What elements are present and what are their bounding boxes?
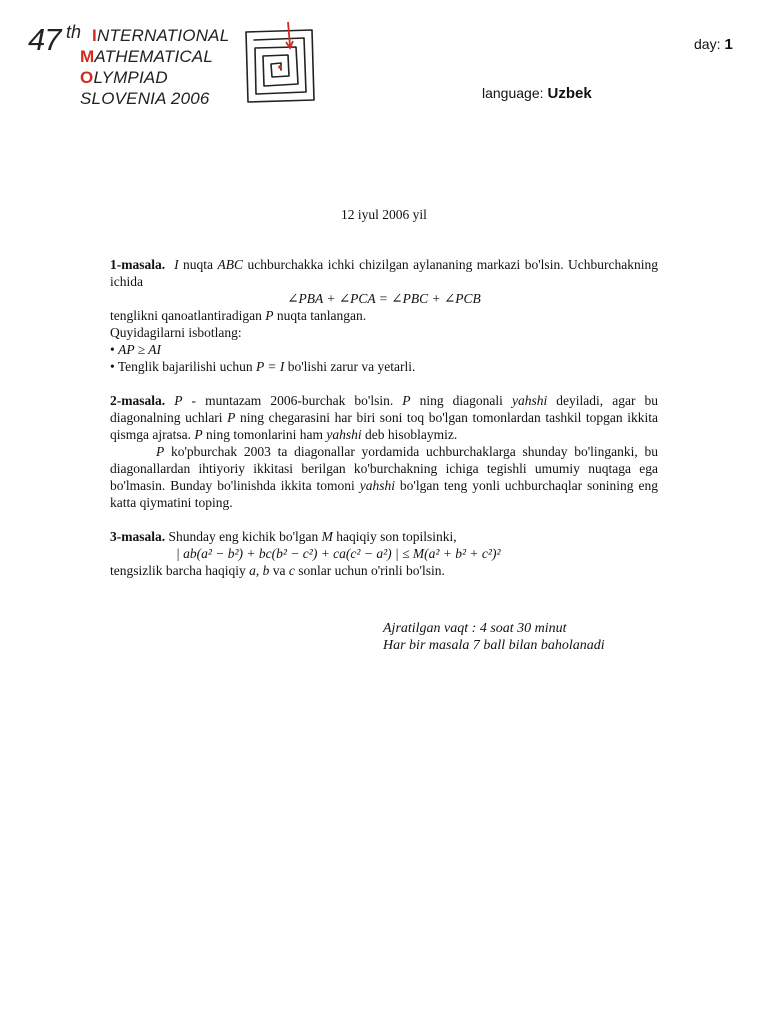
text-fragment: deb hisoblaymiz. bbox=[361, 427, 458, 442]
logo-number: 47 bbox=[28, 22, 61, 57]
equation-p-i: P = I bbox=[256, 359, 285, 374]
text-fragment: sonlar uchun o'rinli bo'lsin. bbox=[294, 563, 445, 578]
problem-2-statement bbox=[110, 392, 658, 443]
text-fragment: Shunday eng kichik bo'lgan bbox=[165, 529, 322, 544]
term-yahshi: yahshi bbox=[326, 427, 362, 442]
time-value: : 4 soat 30 minut bbox=[468, 621, 567, 636]
language-indicator bbox=[482, 85, 592, 103]
logo-initial-o: O bbox=[80, 68, 94, 87]
spacer bbox=[110, 375, 658, 392]
text-fragment: ning diagonali bbox=[410, 393, 512, 408]
var-p: P bbox=[156, 444, 165, 459]
problem-2-question bbox=[110, 443, 658, 511]
logo-initial-i: I bbox=[92, 26, 97, 45]
problem-3-inequality bbox=[110, 545, 658, 562]
var-m: M bbox=[321, 529, 333, 544]
problem-1-bullet-2 bbox=[110, 358, 658, 375]
text-fragment: uchburchakka ichki chizilgan aylananing markazi bo'lsin. Uchburchakning ichida bbox=[110, 257, 659, 289]
problem-3-title: 3-masala. bbox=[110, 529, 166, 544]
text-fragment: va bbox=[269, 563, 289, 578]
text-fragment: bo'lgan teng yonli uchburchaqlar sonining eng katta qiymatini toping. bbox=[110, 478, 658, 510]
var-p: P bbox=[194, 427, 203, 442]
logo-line-international bbox=[92, 26, 229, 46]
logo-text-international: NTERNATIONAL bbox=[96, 26, 230, 45]
text-fragment: Tenglik bajarilishi uchun bbox=[117, 359, 257, 374]
text-fragment: nuqta tanlangan. bbox=[273, 308, 367, 323]
problem-2-title: 2-masala. bbox=[110, 393, 166, 408]
logo-initial-m: M bbox=[80, 47, 95, 66]
text-fragment: bo'lishi zarur va yetarli. bbox=[284, 359, 416, 374]
text-fragment: nuqta bbox=[178, 257, 218, 272]
day-label: day: bbox=[694, 36, 721, 52]
var-p: P bbox=[265, 308, 274, 323]
logo-line-olympiad bbox=[80, 68, 168, 88]
language-value: Uzbek bbox=[547, 85, 592, 102]
text-fragment: - muntazam 2006-burchak bo'lsin. bbox=[182, 393, 403, 408]
logo-line-slovenia: SLOVENIA 2006 bbox=[80, 89, 210, 108]
inequality-ap-ai: AP ≥ AI bbox=[118, 342, 162, 357]
day-value: 1 bbox=[724, 36, 733, 53]
problem-1-prove: Quyidagilarni isbotlang: bbox=[110, 325, 242, 340]
text-fragment: ning chegarasini har biri soni toq bo'lgan tomonlardan tashkil topgan ikkita qismga ajratsa. bbox=[110, 410, 658, 442]
var-a: a bbox=[249, 563, 256, 578]
text-fragment: deyiladi, agar bu diagonalning uchlari bbox=[110, 393, 659, 425]
day-indicator bbox=[694, 36, 733, 54]
var-c: c bbox=[288, 563, 295, 578]
exam-footer-note bbox=[383, 620, 605, 654]
points-note: Har bir masala 7 ball bilan baholanadi bbox=[383, 638, 605, 653]
labyrinth-emblem-icon bbox=[240, 20, 320, 110]
time-label: Ajratilgan vaqt bbox=[383, 621, 469, 636]
text-fragment: ning tomonlarini ham bbox=[202, 427, 327, 442]
logo-line-mathematical bbox=[80, 47, 213, 67]
problem-3-condition bbox=[110, 562, 658, 579]
var-p: P bbox=[227, 410, 236, 425]
problem-1-bullet-1 bbox=[110, 341, 658, 358]
term-yahshi: yahshi bbox=[359, 478, 395, 493]
var-p: P bbox=[174, 393, 183, 408]
spacer bbox=[110, 511, 658, 528]
text-fragment: , bbox=[255, 563, 263, 578]
logo-ordinal: th bbox=[66, 22, 82, 42]
problems-body bbox=[110, 256, 658, 579]
text-fragment: tenglikni qanoatlantiradigan bbox=[110, 308, 266, 323]
exam-date: 12 iyul 2006 yil bbox=[341, 207, 427, 222]
language-label: language: bbox=[482, 85, 544, 101]
logo-text-olympiad: LYMPIAD bbox=[93, 68, 168, 87]
var-abc: ABC bbox=[217, 257, 244, 272]
logo-text-mathematical: ATHEMATICAL bbox=[94, 47, 214, 66]
var-p: P bbox=[402, 393, 411, 408]
var-b: b bbox=[262, 563, 270, 578]
time-allowed bbox=[383, 620, 605, 637]
problem-1-statement bbox=[110, 256, 658, 290]
problem-1-title: 1-masala. bbox=[110, 257, 166, 272]
var-i: I bbox=[174, 257, 179, 272]
problem-1-equation bbox=[110, 290, 658, 307]
problem-1-condition bbox=[110, 307, 658, 324]
problem-3-statement bbox=[110, 528, 658, 545]
text-fragment: ko'pburchak 2003 ta diagonallar yordamida uchburchaklarga shunday bo'linganki, bu diagonallardan ihtiyoriy ikkitasi berilgan ko'burchakning ichiga tegishli umumiy nuqtaga ega bo'lmasin. Bunday bo'linishda ikkita tomoni bbox=[110, 444, 658, 493]
text-fragment: tengsizlik barcha haqiqiy bbox=[110, 563, 250, 578]
equation-angles: ∠PBA + ∠PCA = ∠PBC + ∠PCB bbox=[287, 291, 481, 306]
inequality-expression: | ab(a² − b²) + bc(b² − c²) + ca(c² − a²) | ≤ M(a² + b² + c²)² bbox=[176, 546, 501, 561]
text-fragment: haqiqiy son topilsinki, bbox=[332, 529, 457, 544]
term-yahshi: yahshi bbox=[511, 393, 548, 408]
